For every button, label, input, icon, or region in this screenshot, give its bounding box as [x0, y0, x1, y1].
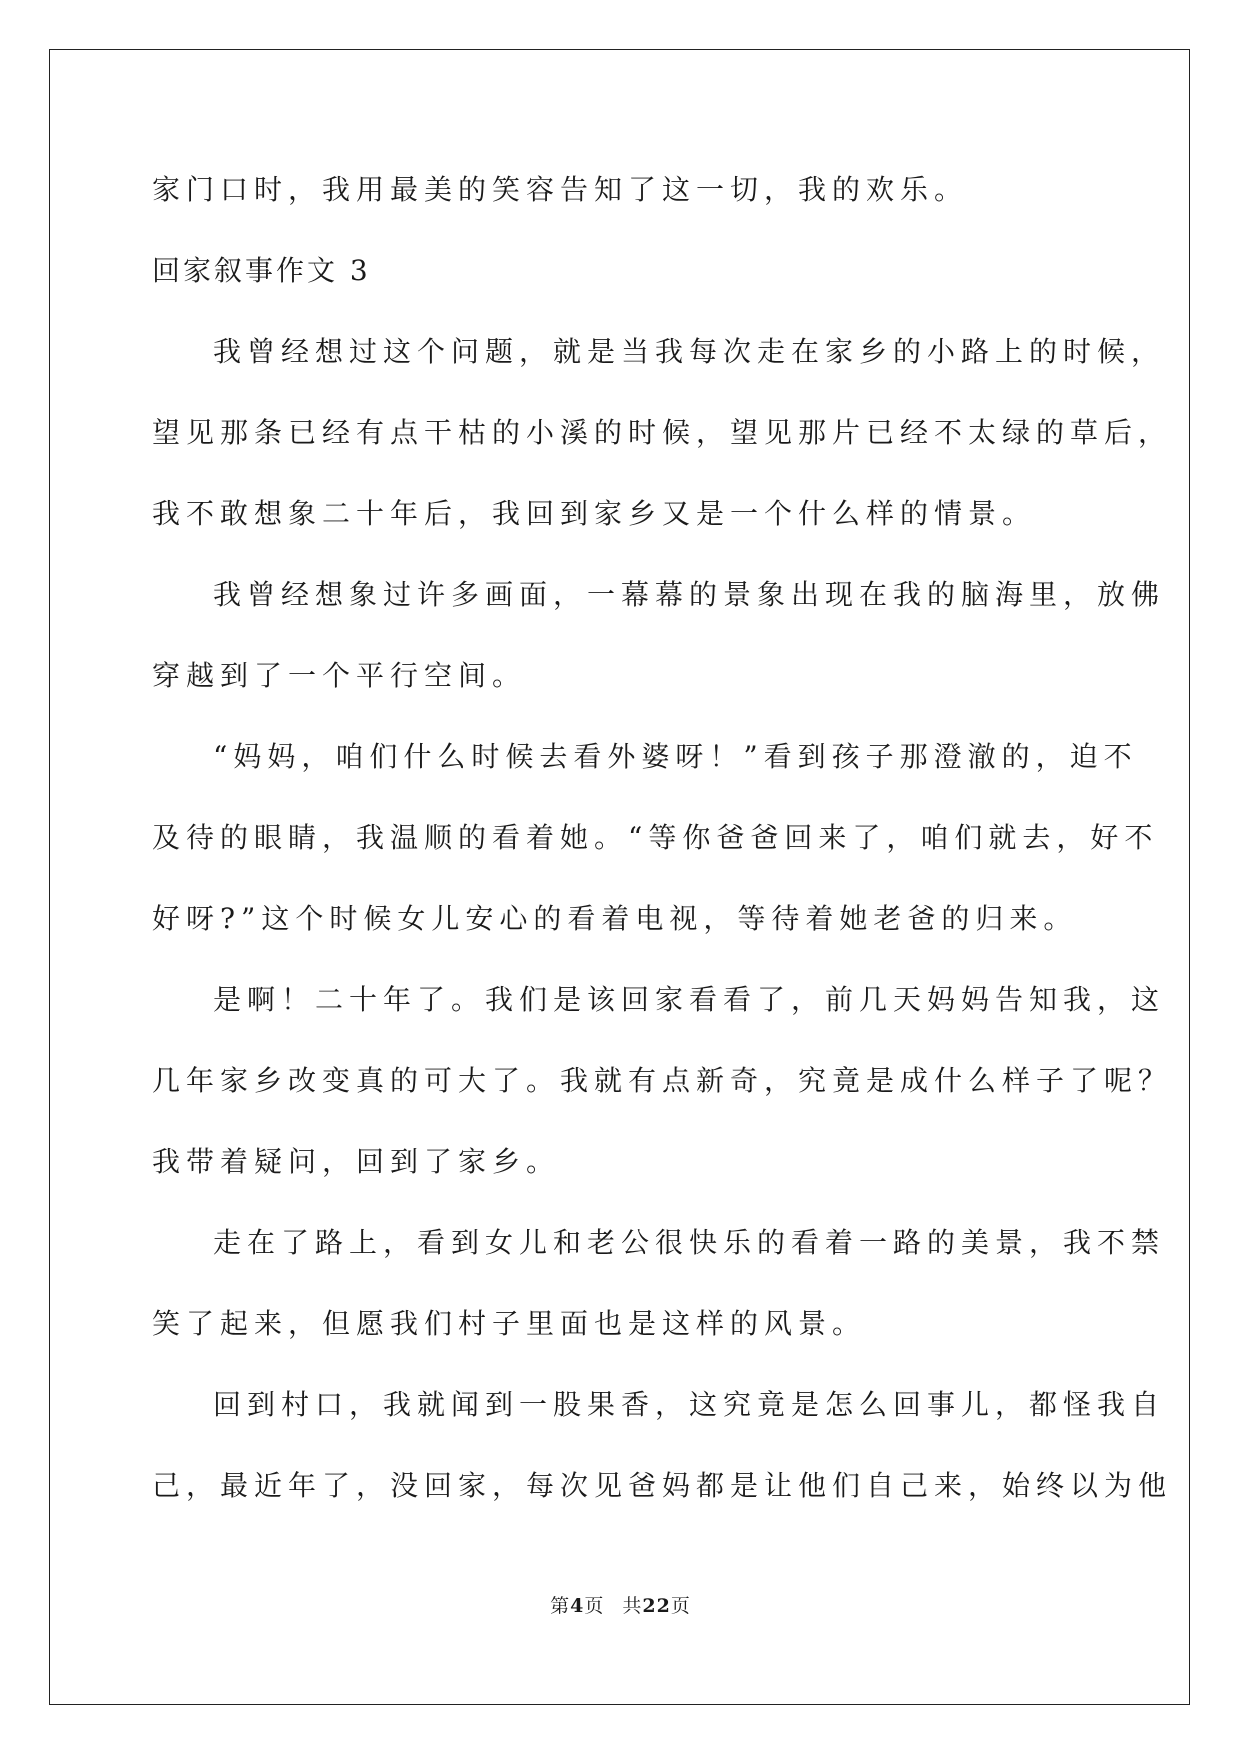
total-pages: 22: [642, 1595, 671, 1617]
section-heading: 回家叙事作文 3: [152, 254, 371, 287]
paragraph-line: 望见那条已经有点干枯的小溪的时候，望见那片已经不太绿的草后，: [152, 416, 1173, 449]
page-footer: [0, 1591, 1241, 1618]
paragraph-line: “妈妈，咱们什么时候去看外婆呀！”看到孩子那澄澈的，迫不: [213, 740, 1138, 773]
paragraph-line: 己，最近年了，没回家，每次见爸妈都是让他们自己来，始终以为他: [152, 1469, 1173, 1502]
page-label-prefix: 第: [550, 1595, 571, 1617]
page-border: [49, 49, 1190, 1705]
paragraph-line: 我带着疑问，回到了家乡。: [152, 1145, 561, 1178]
paragraph-line: 笑了起来，但愿我们村子里面也是这样的风景。: [152, 1307, 867, 1340]
paragraph-line: 我不敢想象二十年后，我回到家乡又是一个什么样的情景。: [152, 497, 1037, 530]
paragraph-line: 我曾经想过这个问题，就是当我每次走在家乡的小路上的时候，: [213, 335, 1166, 368]
paragraph-line: 我曾经想象过许多画面，一幕幕的景象出现在我的脑海里，放佛: [213, 578, 1166, 611]
paragraph-line: 好呀?”这个时候女儿安心的看着电视，等待着她老爸的归来。: [152, 902, 1078, 935]
paragraph-line: 是啊！二十年了。我们是该回家看看了，前几天妈妈告知我，这: [213, 983, 1166, 1016]
paragraph-line: 走在了路上，看到女儿和老公很快乐的看着一路的美景，我不禁: [213, 1226, 1166, 1259]
paragraph-line: 穿越到了一个平行空间。: [152, 659, 527, 692]
total-label-suffix: 页: [670, 1595, 691, 1617]
page-label-suffix: 页: [584, 1595, 605, 1617]
paragraph-line: 回到村口，我就闻到一股果香，这究竟是怎么回事儿，都怪我自: [213, 1388, 1166, 1421]
page-number: 4: [570, 1595, 585, 1617]
paragraph-line: 家门口时，我用最美的笑容告知了这一切，我的欢乐。: [152, 173, 969, 206]
total-label-prefix: 共: [622, 1595, 643, 1617]
paragraph-line: 几年家乡改变真的可大了。我就有点新奇，究竟是成什么样子了呢？: [152, 1064, 1173, 1097]
paragraph-line: 及待的眼睛，我温顺的看着她。“等你爸爸回来了，咱们就去，好不: [152, 821, 1159, 854]
